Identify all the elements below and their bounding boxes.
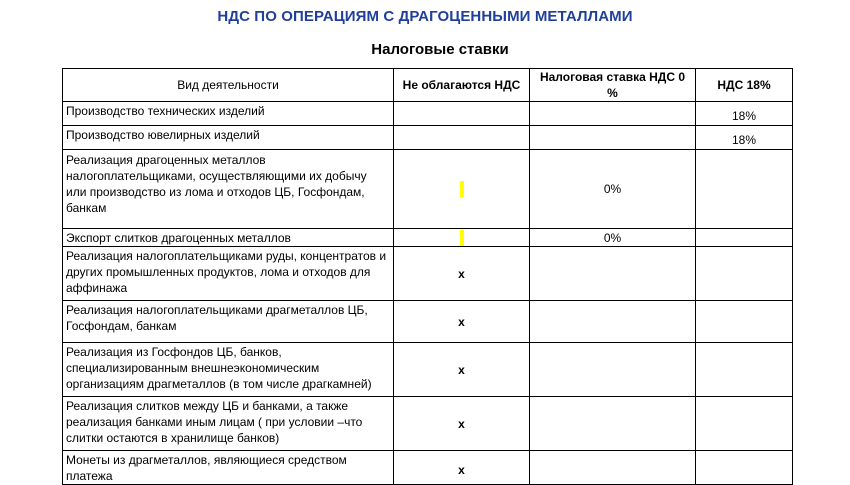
exempt-cell: x [394, 301, 530, 343]
zero-rate-cell [530, 102, 696, 126]
vat18-cell: 18% [696, 102, 793, 126]
table-row [63, 397, 793, 451]
table-row [63, 247, 793, 301]
zero-rate-cell [530, 397, 696, 451]
vat18-cell [696, 451, 793, 485]
table-row [63, 451, 793, 485]
activity-cell: Реализация слитков между ЦБ и банками, а также реализация банками иным лицам ( при условии –что слитки остаются в хранилище банков) [63, 397, 394, 451]
zero-rate-cell: 0% [530, 229, 696, 247]
activity-cell: Реализация из Госфондов ЦБ, банков, специализированным внешнеэкономическим организациям драгметаллов (в том числе драгкамней) [63, 343, 394, 397]
table-row [63, 343, 793, 397]
zero-rate-cell [530, 343, 696, 397]
exempt-cell: x [394, 451, 530, 485]
page-subtitle: Налоговые ставки [371, 41, 509, 58]
activity-cell: Производство ювелирных изделий [63, 126, 394, 150]
vat18-cell [696, 150, 793, 229]
header-exempt: Не облагаются НДС [394, 69, 530, 102]
vat18-cell [696, 397, 793, 451]
zero-rate-cell [530, 247, 696, 301]
header-zero-rate: Налоговая ставка НДС 0 % [530, 69, 696, 102]
exempt-cell: x [394, 397, 530, 451]
exempt-cell [394, 126, 530, 150]
activity-cell: Производство технических изделий [63, 102, 394, 126]
zero-rate-cell: 0% [530, 150, 696, 229]
vat18-cell [696, 343, 793, 397]
exempt-cell [394, 102, 530, 126]
exempt-cell [394, 229, 530, 247]
activity-cell: Монеты из драгметаллов, являющиеся средством платежа [63, 451, 394, 485]
table-row [63, 126, 793, 150]
zero-rate-cell [530, 126, 696, 150]
exempt-cell [394, 150, 530, 229]
vat18-cell [696, 229, 793, 247]
table-row [63, 102, 793, 126]
vat18-cell [696, 301, 793, 343]
activity-cell: Реализация драгоценных металлов налогоплательщиками, осуществляющими их добычу или производство из лома и отходов ЦБ, Госфондам, банкам [63, 150, 394, 229]
activity-cell: Реализация налогоплательщиками драгметаллов ЦБ, Госфондам, банкам [63, 301, 394, 343]
header-activity: Вид деятельности [63, 69, 394, 102]
vat-rates-table [62, 68, 793, 485]
activity-cell: Реализация налогоплательщиками руды, концентратов и других промышленных продуктов, лома и отходов для аффинажа [63, 247, 394, 301]
page-title: НДС ПО ОПЕРАЦИЯМ С ДРАГОЦЕННЫМИ МЕТАЛЛАМИ [217, 8, 633, 25]
zero-rate-cell [530, 451, 696, 485]
table-header-row [63, 69, 793, 102]
table-row [63, 229, 793, 247]
header-vat18: НДС 18% [696, 69, 793, 102]
table-row [63, 150, 793, 229]
table-row [63, 301, 793, 343]
exempt-cell: x [394, 343, 530, 397]
exempt-cell: x [394, 247, 530, 301]
vat18-cell [696, 247, 793, 301]
highlight-marker [460, 230, 464, 246]
highlight-marker [460, 181, 464, 197]
zero-rate-cell [530, 301, 696, 343]
activity-cell: Экспорт слитков драгоценных металлов [63, 229, 394, 247]
vat18-cell: 18% [696, 126, 793, 150]
